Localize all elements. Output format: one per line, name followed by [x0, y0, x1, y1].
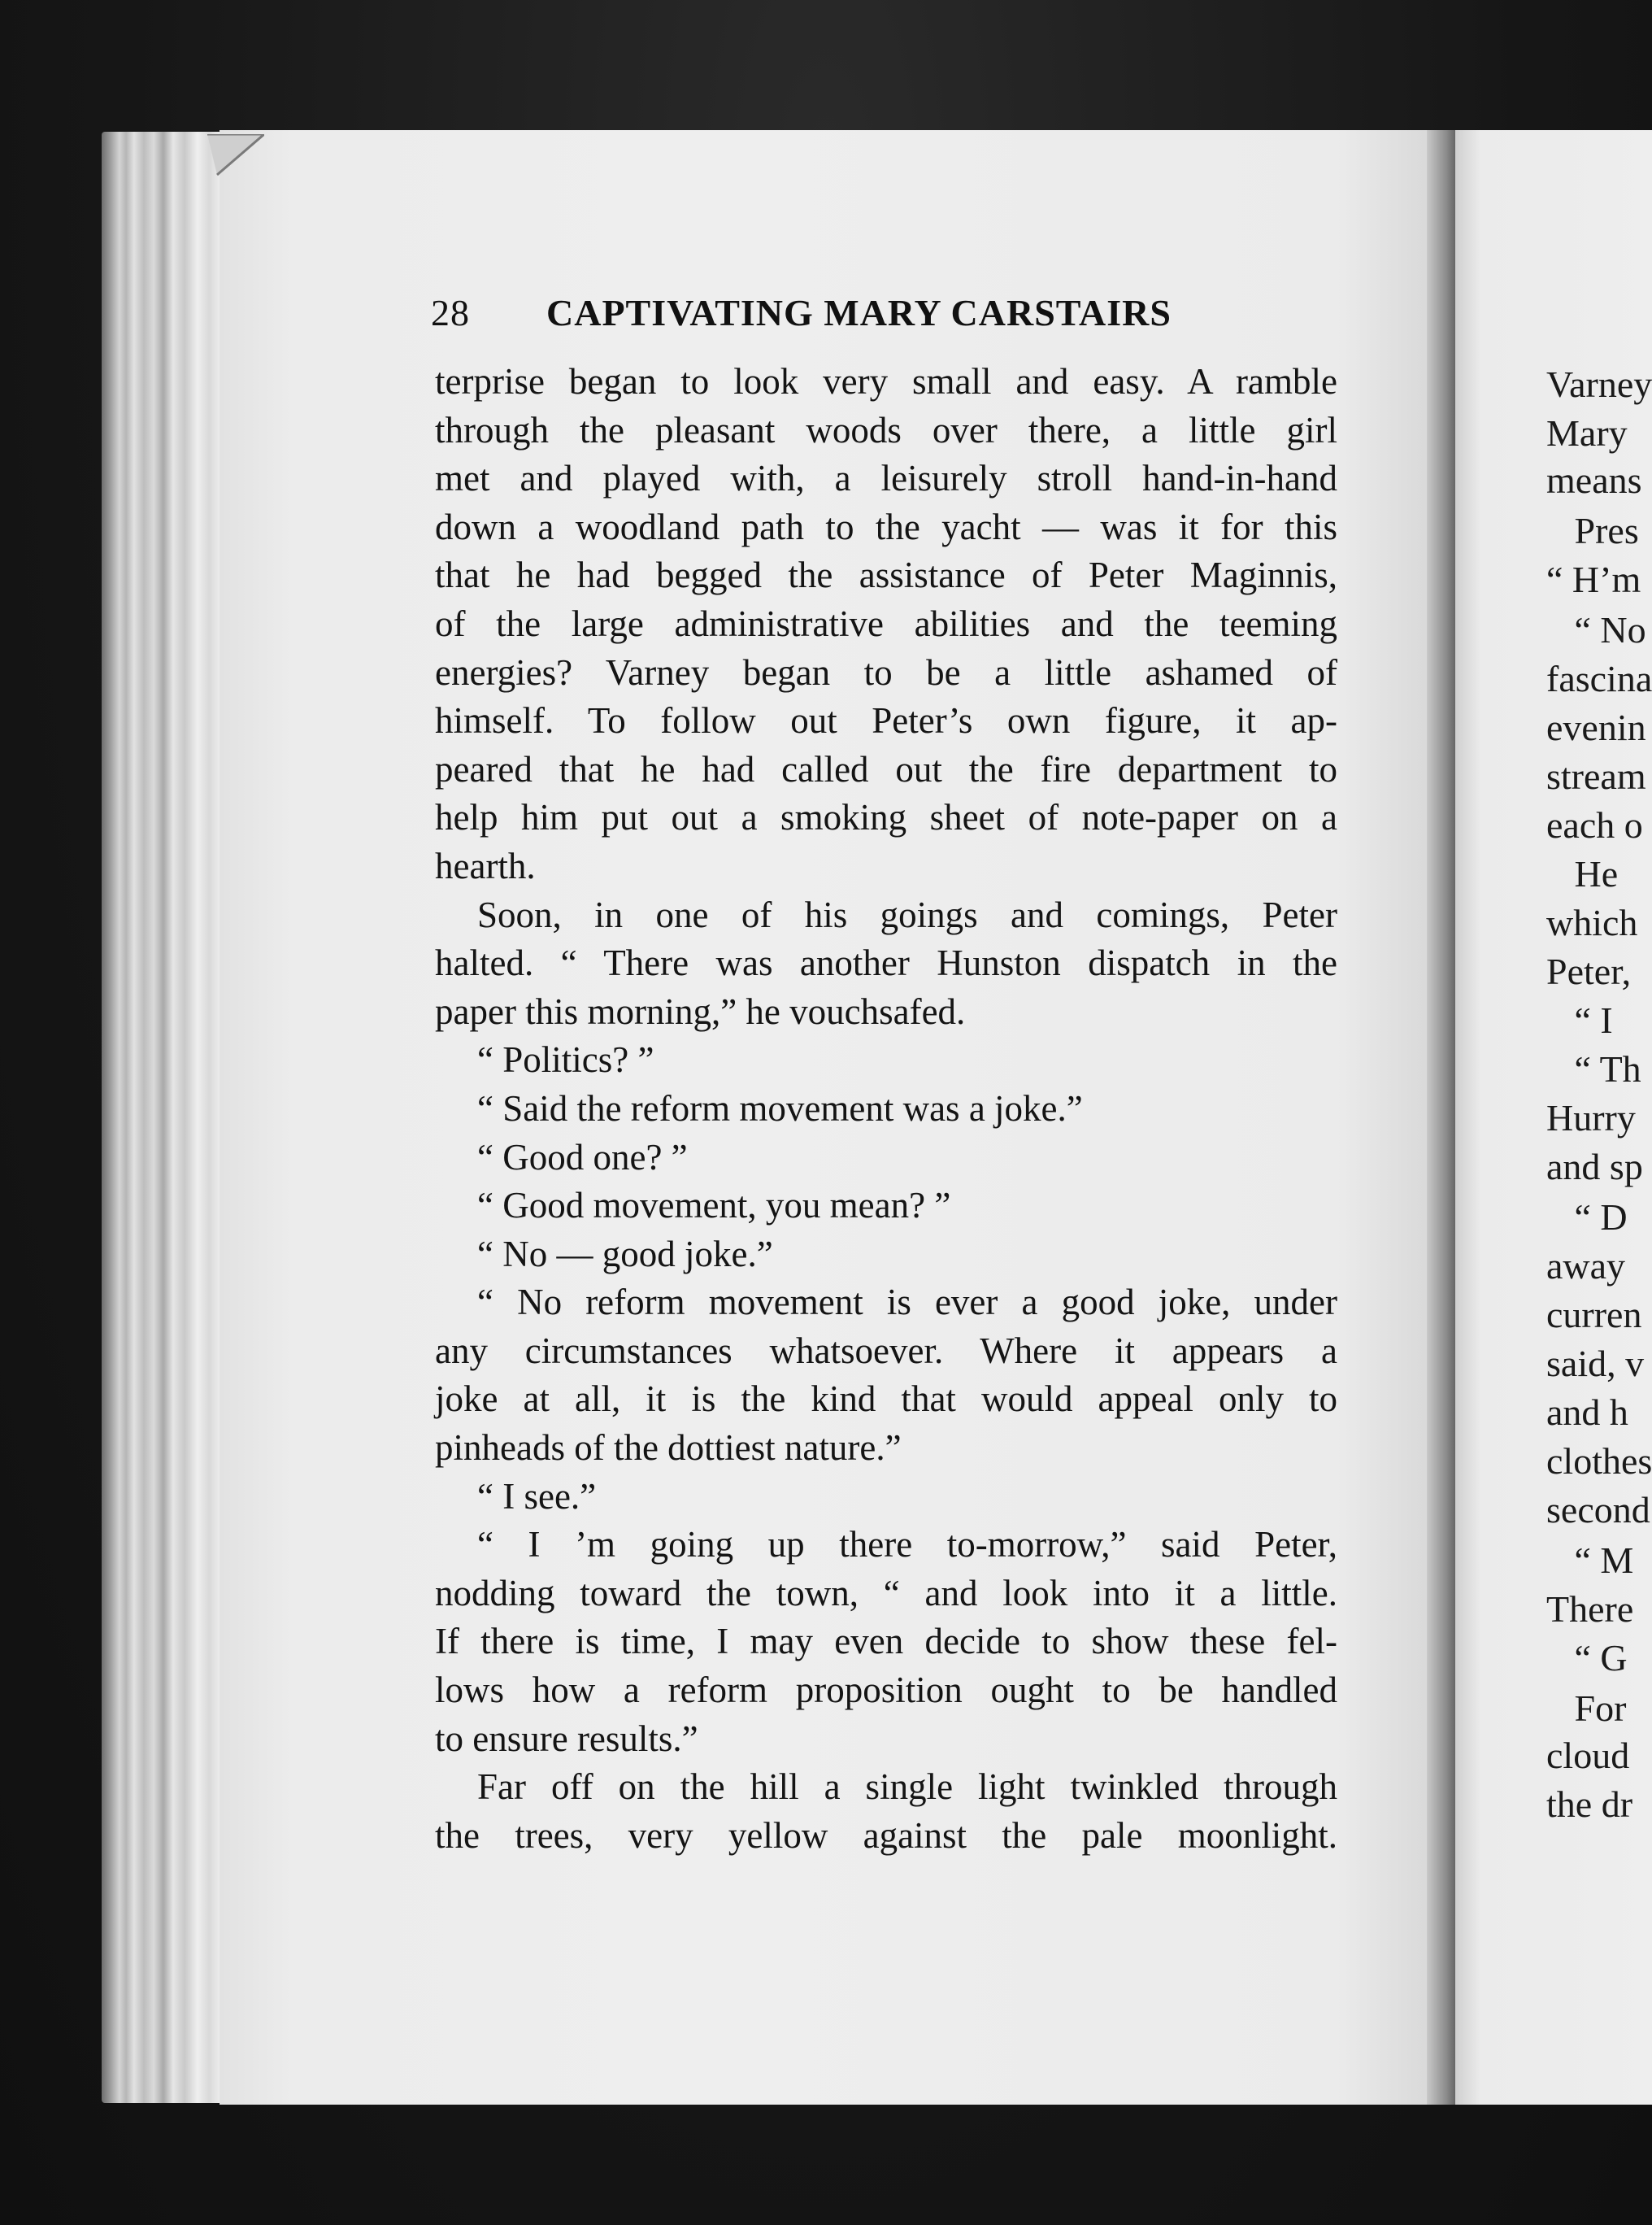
right-page-line: Pres	[1546, 510, 1639, 551]
text-line: “ I see.”	[477, 1475, 597, 1517]
text-line: “ No — good joke.”	[477, 1233, 773, 1274]
text-line: that he had begged the assistance of Peter Maginnis,	[435, 555, 1337, 596]
text-line: the trees, very yellow against the pale moonlight.	[435, 1814, 1337, 1856]
right-page-line: “ Th	[1546, 1048, 1641, 1090]
text-line: of the large administrative abilities and the teeming	[435, 603, 1337, 644]
text-line: Far off on the hill a single light twinkled through	[477, 1766, 1337, 1808]
text-line: lows how a reform proposition ought to be handled	[435, 1670, 1337, 1711]
running-head	[431, 291, 1341, 340]
right-page-line: stream	[1546, 755, 1646, 797]
right-page-line: said, v	[1546, 1343, 1645, 1384]
text-line: help him put out a smoking sheet of note-paper on a	[435, 797, 1337, 838]
text-line: “ Good one? ”	[477, 1136, 688, 1178]
text-line: paper this morning,” he vouchsafed.	[435, 991, 966, 1032]
right-page-line: “ M	[1546, 1539, 1634, 1581]
body-text	[435, 358, 1337, 1860]
right-page-line: “ I	[1546, 999, 1613, 1041]
right-page-line: means	[1546, 459, 1642, 501]
text-line: “ No reform movement is ever a good joke, under	[477, 1282, 1337, 1323]
text-line: pinheads of the dottiest nature.”	[435, 1427, 902, 1469]
text-line: peared that he had called out the fire department to	[435, 748, 1337, 790]
right-page-line: There	[1546, 1588, 1634, 1630]
right-page-line: evenin	[1546, 707, 1646, 748]
right-page-line: fascina	[1546, 658, 1652, 699]
text-line: “ Politics? ”	[477, 1039, 654, 1081]
right-page-line: which	[1546, 902, 1638, 943]
right-page-line: Mary	[1546, 412, 1628, 454]
text-line: If there is time, I may even decide to show these fel-	[435, 1621, 1337, 1662]
text-line: “ I ’m going up there to-morrow,” said Peter,	[477, 1524, 1337, 1565]
text-line: energies? Varney began to be a little ashamed of	[435, 651, 1337, 693]
text-line: halted. “ There was another Hunston dispatch in the	[435, 943, 1337, 984]
right-page-line: cloud	[1546, 1735, 1630, 1776]
right-page-line: He	[1546, 853, 1619, 895]
right-page-line: each o	[1546, 804, 1643, 846]
text-line: himself. To follow out Peter’s own figure, it ap-	[435, 700, 1337, 742]
text-line: to ensure results.”	[435, 1718, 698, 1759]
text-line: Soon, in one of his goings and comings, Peter	[477, 894, 1337, 935]
right-page-line: the dr	[1546, 1783, 1633, 1825]
page-corner-fold	[207, 134, 264, 179]
right-page-line: curren	[1546, 1294, 1642, 1335]
right-page-line: “ G	[1546, 1637, 1628, 1679]
text-line: hearth.	[435, 845, 536, 886]
text-line: “ Good movement, you mean? ”	[477, 1185, 951, 1226]
right-page-line: away	[1546, 1245, 1626, 1287]
right-page-line: Peter,	[1546, 951, 1632, 992]
right-page-line: clothes	[1546, 1440, 1652, 1482]
page-edges	[102, 132, 232, 2103]
right-page-line: For	[1546, 1687, 1627, 1729]
text-line: “ Said the reform movement was a joke.”	[477, 1087, 1083, 1129]
book-title: CAPTIVATING MARY CARSTAIRS	[546, 292, 1172, 333]
text-line: down a woodland path to the yacht — was it for this	[435, 506, 1337, 547]
page-number: 28	[431, 292, 470, 333]
right-page-line: and sp	[1546, 1146, 1643, 1187]
right-page-line: second	[1546, 1489, 1650, 1531]
right-page-line: Varney	[1546, 364, 1652, 405]
right-page-line: “ H’m	[1546, 559, 1641, 600]
text-line: nodding toward the town, “ and look into it a little.	[435, 1572, 1337, 1613]
text-line: joke at all, it is the kind that would appeal only to	[435, 1378, 1337, 1420]
right-page	[1455, 130, 1652, 2105]
text-line: any circumstances whatsoever. Where it appears a	[435, 1330, 1337, 1371]
right-page-line: and h	[1546, 1391, 1628, 1433]
text-line: through the pleasant woods over there, a little girl	[435, 409, 1337, 451]
right-page-line: “ No	[1546, 609, 1646, 651]
right-page-line: Hurry	[1546, 1097, 1636, 1139]
text-line: met and played with, a leisurely stroll hand-in-hand	[435, 458, 1337, 499]
text-line: terprise began to look very small and easy. A ramble	[435, 361, 1337, 402]
right-page-line: “ D	[1546, 1196, 1628, 1238]
